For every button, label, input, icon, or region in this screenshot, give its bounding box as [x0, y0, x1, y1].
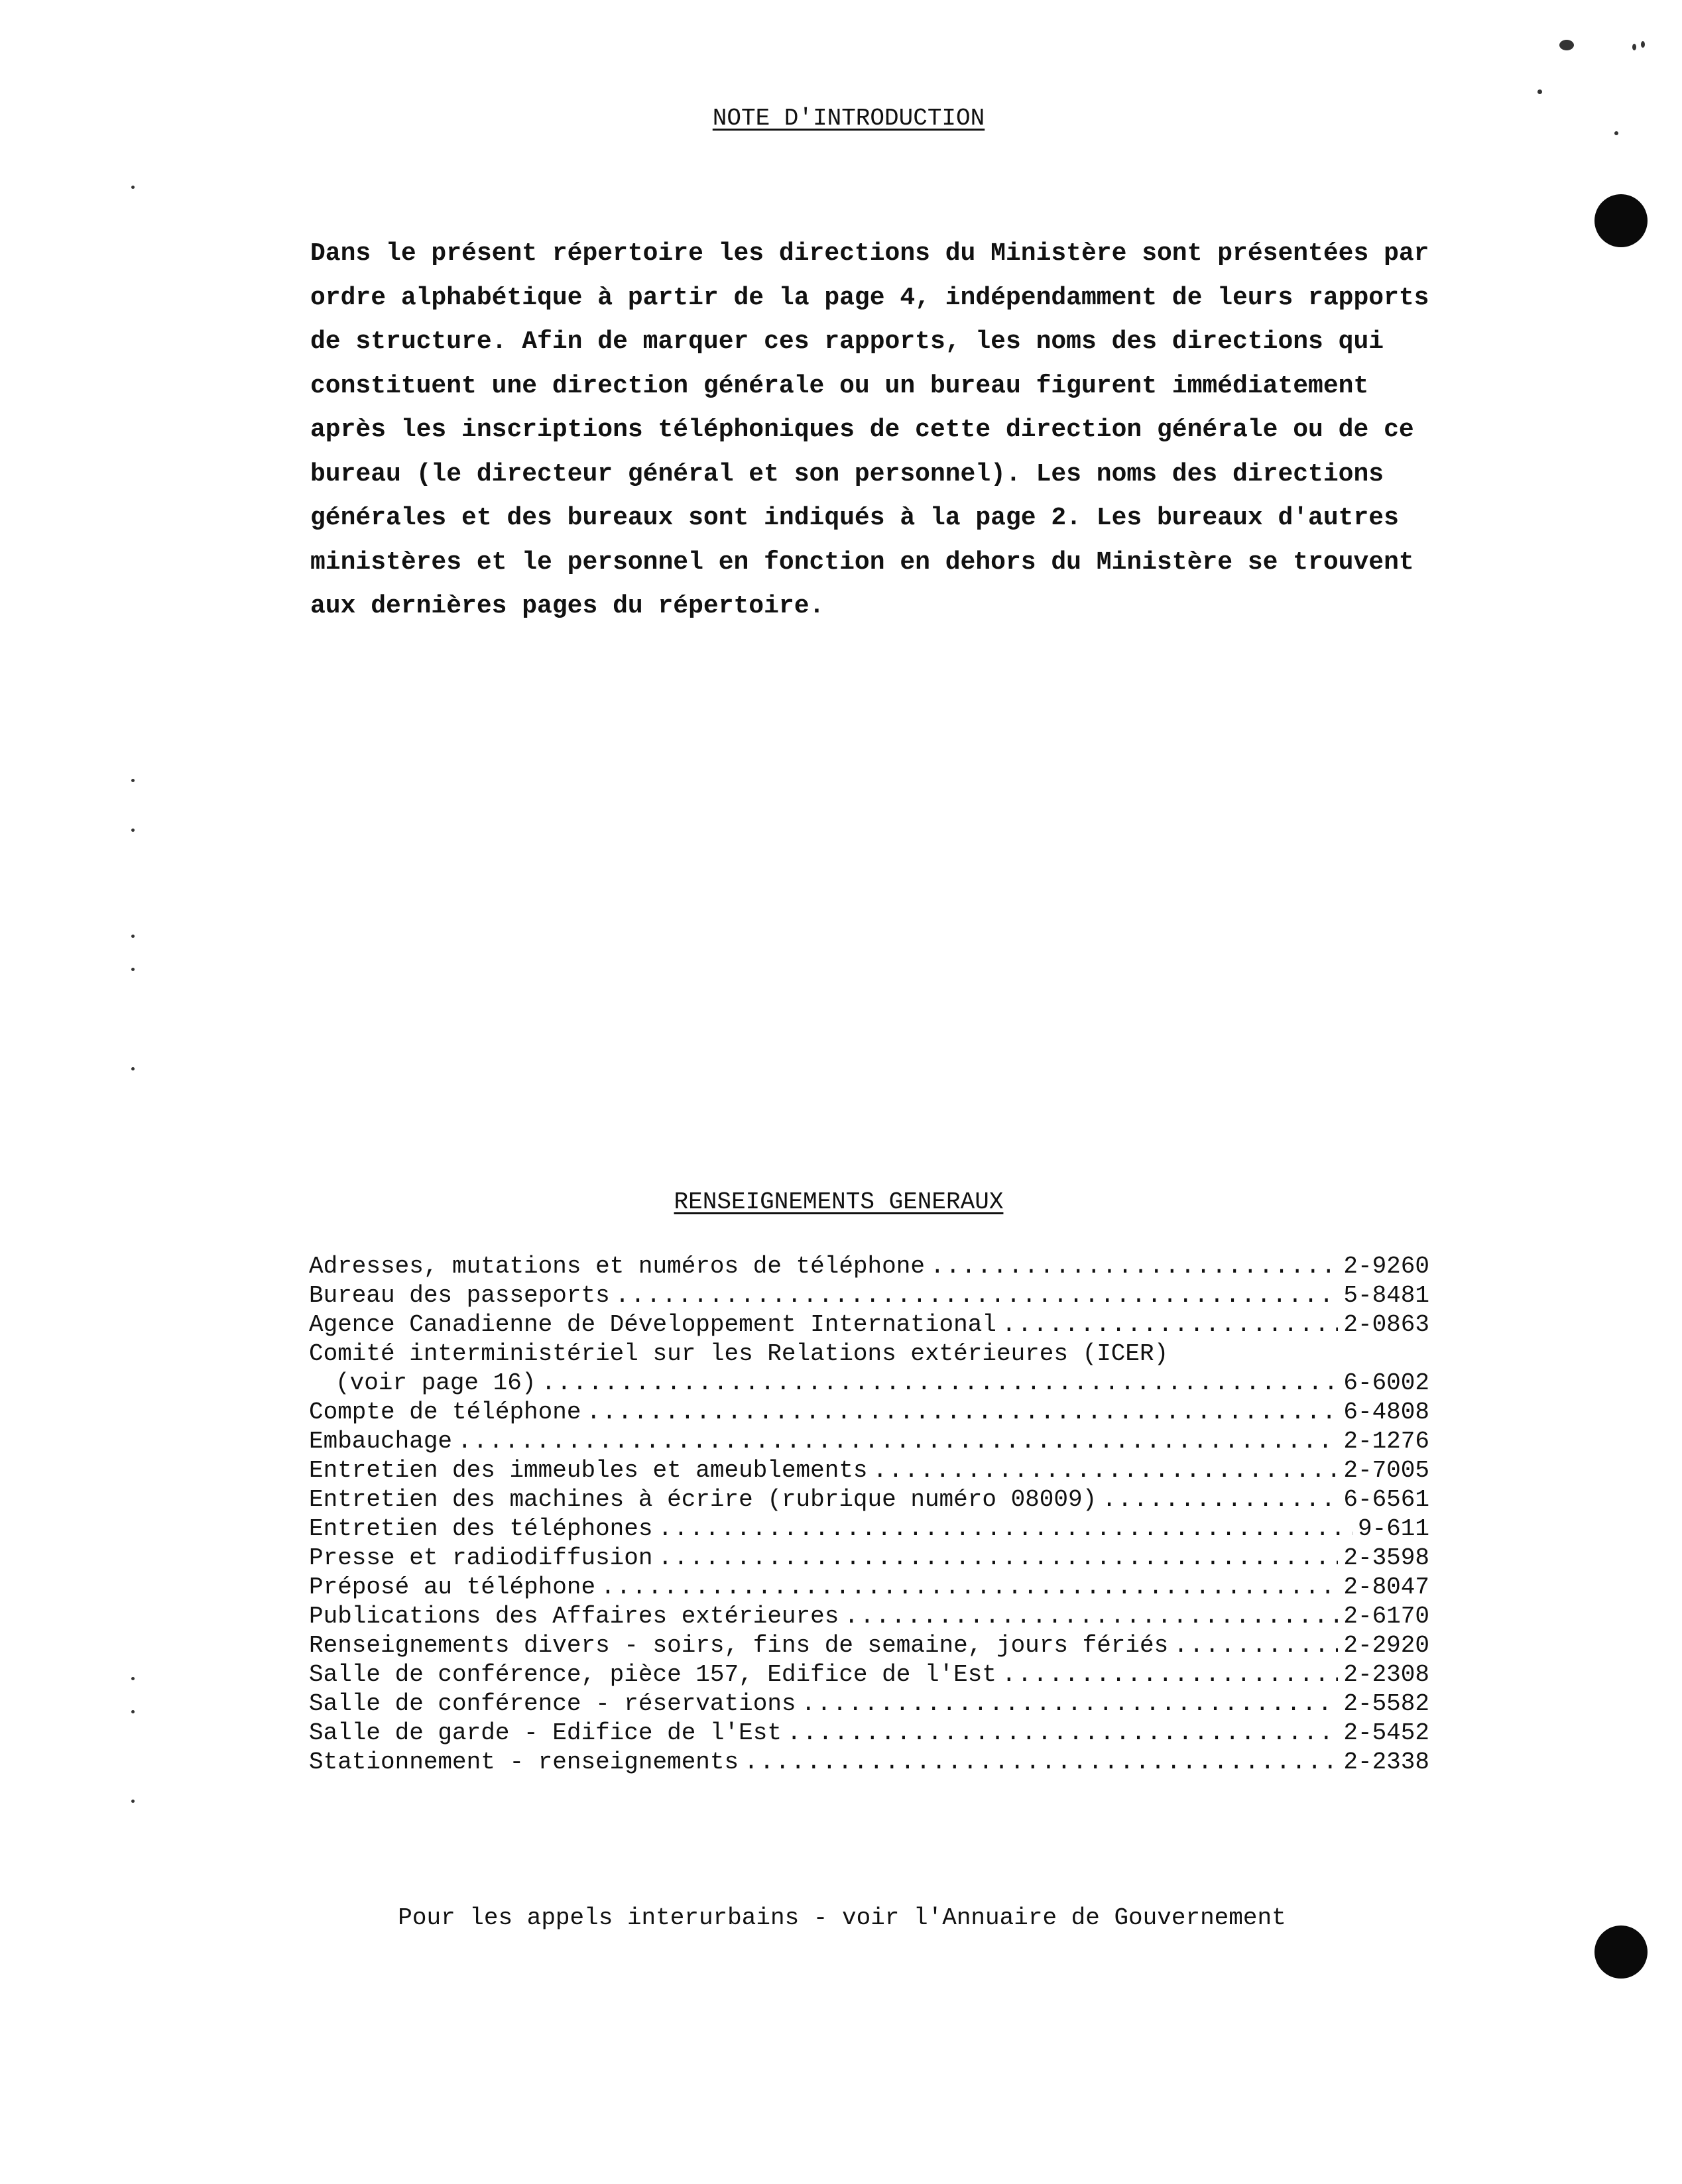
- entry-phone-number: 2-2338: [1343, 1749, 1429, 1776]
- entry-label: Embauchage: [309, 1428, 453, 1455]
- directory-entry-heading: [309, 1340, 1429, 1369]
- dot-leader: [601, 1573, 1338, 1602]
- directory-entry: [309, 1602, 1429, 1631]
- entry-label: Renseignements divers - soirs, fins de semaine, jours fériés: [309, 1632, 1169, 1659]
- dot-leader: [1002, 1310, 1338, 1340]
- entry-label: Entretien des téléphones: [309, 1515, 653, 1542]
- punch-hole-top: [1594, 194, 1648, 247]
- directory-entry: [309, 1310, 1429, 1340]
- entry-phone-number: 9-611: [1357, 1515, 1429, 1542]
- entry-phone-number: 2-3598: [1343, 1544, 1429, 1572]
- entry-label: Préposé au téléphone: [309, 1574, 596, 1601]
- entry-label: Entretien des immeubles et ameublements: [309, 1457, 868, 1484]
- entry-phone-number: 2-7005: [1343, 1457, 1429, 1484]
- dot-leader: [1002, 1660, 1338, 1690]
- directory-entry: [309, 1485, 1429, 1515]
- scan-speck: [131, 1800, 135, 1803]
- scan-speck: [1614, 131, 1618, 135]
- footer-note: Pour les appels interurbains - voir l'Annuaire de Gouvernement: [398, 1904, 1286, 1931]
- entry-phone-number: 2-2308: [1343, 1661, 1429, 1688]
- directory-entry: [309, 1456, 1429, 1485]
- scan-speck: [131, 186, 135, 189]
- dot-leader: [873, 1456, 1339, 1485]
- intro-paragraph: [310, 232, 1429, 629]
- scan-speck: [131, 1067, 135, 1070]
- directory-entry: [309, 1281, 1429, 1310]
- scan-speck: [131, 968, 135, 971]
- entry-phone-number: 6-4808: [1343, 1399, 1429, 1426]
- directory-entry: [309, 1369, 1429, 1398]
- entry-label: Salle de conférence, pièce 157, Edifice de l'Est: [309, 1661, 996, 1688]
- intro-line: générales et des bureaux sont indiqués à la page 2. Les bureaux d'autres: [310, 504, 1399, 532]
- entry-label: Comité interministériel sur les Relations extérieures (ICER): [309, 1340, 1169, 1367]
- general-info-directory: [309, 1252, 1429, 1777]
- entry-label: Entretien des machines à écrire (rubrique numéro 08009): [309, 1486, 1097, 1513]
- directory-entry: [309, 1660, 1429, 1690]
- directory-entry: [309, 1690, 1429, 1719]
- directory-entry: [309, 1748, 1429, 1777]
- dot-leader: [844, 1602, 1338, 1631]
- entry-phone-number: 5-8481: [1343, 1282, 1429, 1309]
- intro-heading: NOTE D'INTRODUCTION: [712, 105, 985, 132]
- intro-line: aux dernières pages du répertoire.: [310, 592, 825, 620]
- dot-leader: [658, 1544, 1338, 1573]
- entry-phone-number: 2-1276: [1343, 1428, 1429, 1455]
- entry-label: Publications des Affaires extérieures: [309, 1603, 839, 1630]
- entry-phone-number: 2-8047: [1343, 1574, 1429, 1601]
- dot-leader: [457, 1427, 1338, 1456]
- scan-speck: [131, 779, 135, 782]
- directory-entry: [309, 1427, 1429, 1456]
- dot-leader: [744, 1748, 1338, 1777]
- entry-label: Presse et radiodiffusion: [309, 1544, 653, 1572]
- intro-line: bureau (le directeur général et son personnel). Les noms des directions: [310, 459, 1384, 489]
- scan-speck: [131, 1710, 135, 1713]
- scan-speck: [131, 935, 135, 938]
- directory-entry: [309, 1252, 1429, 1281]
- intro-line: Dans le présent répertoire les directions du Ministère sont présentées par: [310, 239, 1429, 268]
- entry-phone-number: 2-5452: [1343, 1719, 1429, 1747]
- dot-leader: [787, 1719, 1338, 1748]
- intro-line: de structure. Afin de marquer ces rapports, les noms des directions qui: [310, 327, 1384, 356]
- entry-phone-number: 6-6002: [1343, 1369, 1429, 1397]
- entry-phone-number: 2-9260: [1343, 1253, 1429, 1280]
- dot-leader: [658, 1515, 1352, 1544]
- dot-leader: [586, 1398, 1338, 1427]
- entry-label: Salle de conférence - réservations: [309, 1690, 796, 1717]
- entry-label: Bureau des passeports: [309, 1282, 610, 1309]
- general-info-heading: RENSEIGNEMENTS GENERAUX: [674, 1188, 1004, 1216]
- directory-entry: [309, 1398, 1429, 1427]
- scan-speck: [1559, 40, 1574, 50]
- entry-label: Adresses, mutations et numéros de téléphone: [309, 1253, 925, 1280]
- intro-line: ordre alphabétique à partir de la page 4, indépendamment de leurs rapports: [310, 283, 1429, 312]
- entry-phone-number: 2-5582: [1343, 1690, 1429, 1717]
- dot-leader: [541, 1369, 1338, 1398]
- entry-phone-number: 2-2920: [1343, 1632, 1429, 1659]
- dot-leader: [1173, 1631, 1338, 1660]
- directory-entry: [309, 1544, 1429, 1573]
- scan-speck: [1632, 44, 1636, 50]
- entry-phone-number: 2-6170: [1343, 1603, 1429, 1630]
- dot-leader: [802, 1690, 1339, 1719]
- directory-entry: [309, 1573, 1429, 1602]
- intro-line: après les inscriptions téléphoniques de cette direction générale ou de ce: [310, 416, 1414, 444]
- scan-speck: [1537, 89, 1542, 94]
- dot-leader: [1102, 1485, 1338, 1515]
- dot-leader: [615, 1281, 1339, 1310]
- entry-label: Salle de garde - Edifice de l'Est: [309, 1719, 782, 1747]
- entry-phone-number: 6-6561: [1343, 1486, 1429, 1513]
- directory-entry: [309, 1719, 1429, 1748]
- entry-label: Compte de téléphone: [309, 1399, 581, 1426]
- directory-entry: [309, 1515, 1429, 1544]
- entry-label: Agence Canadienne de Développement International: [309, 1311, 996, 1338]
- intro-line: ministères et le personnel en fonction en dehors du Ministère se trouvent: [310, 547, 1414, 577]
- punch-hole-bottom: [1594, 1925, 1648, 1979]
- entry-phone-number: 2-0863: [1343, 1311, 1429, 1338]
- intro-line: constituent une direction générale ou un bureau figurent immédiatement: [310, 371, 1369, 400]
- dot-leader: [930, 1252, 1338, 1281]
- scan-speck: [1641, 41, 1645, 48]
- entry-sub-label: (voir page 16): [335, 1369, 536, 1397]
- scan-speck: [131, 829, 135, 832]
- entry-label: Stationnement - renseignements: [309, 1749, 739, 1776]
- scan-speck: [131, 1677, 135, 1680]
- directory-entry: [309, 1631, 1429, 1660]
